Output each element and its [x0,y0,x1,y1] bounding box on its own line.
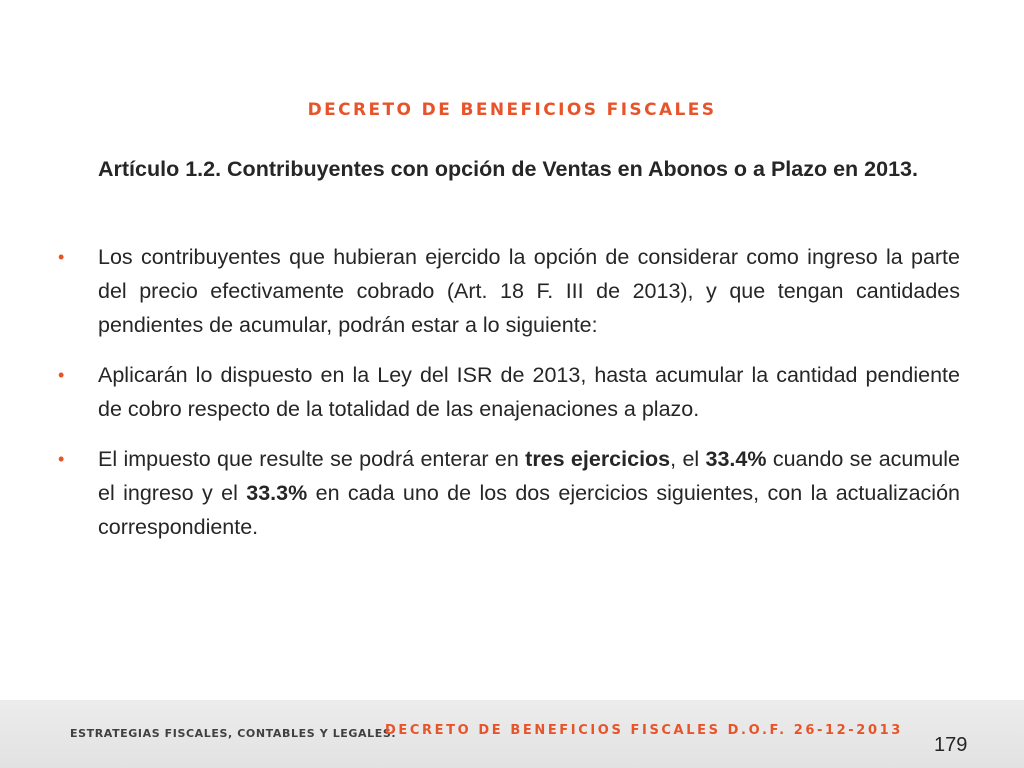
bullet-icon: • [58,247,65,267]
bullet-item [50,442,960,544]
bullet-text: Aplicarán lo dispuesto en la Ley del ISR de 2013, hasta acumular la cantidad pendiente de cobro respecto de la totalidad de las enajenaciones a plazo. [98,363,960,421]
page-number: 179 [934,734,968,756]
bullet-text [98,447,960,539]
bullet-list [50,240,960,560]
bold-segment: 33.3% [246,481,308,505]
bullet-item [50,240,960,342]
bullet-item [50,358,960,426]
bullet-icon: • [58,365,65,385]
text-segment: El impuesto que resulte se podrá enterar en [98,447,526,471]
footer-bar [0,700,1024,768]
bold-segment: 33.4% [705,447,767,471]
text-segment: cuando se acumule el ingreso y el [98,447,960,505]
bullet-icon: • [58,449,65,469]
footer-decree: DECRETO DE BENEFICIOS FISCALES D.O.F. 26-12-2013 [385,723,903,738]
footer-company: ESTRATEGIAS FISCALES, CONTABLES Y LEGALES. [70,727,397,740]
bold-segment: tres ejercicios [525,447,671,471]
text-segment: , el [670,447,706,471]
text-segment: en cada uno de los dos ejercicios siguientes, con la actualización correspondiente. [98,481,960,539]
slide-title: DECRETO DE BENEFICIOS FISCALES [307,100,717,120]
article-heading: Artículo 1.2. Contribuyentes con opción de Ventas en Abonos o a Plazo en 2013. [98,157,918,181]
bullet-text: Los contribuyentes que hubieran ejercido la opción de considerar como ingreso la parte del precio efectivamente cobrado (Art. 18 F. III de 2013), y que tengan cantidades pendientes de acumular, podrán estar a lo siguiente: [98,245,960,337]
